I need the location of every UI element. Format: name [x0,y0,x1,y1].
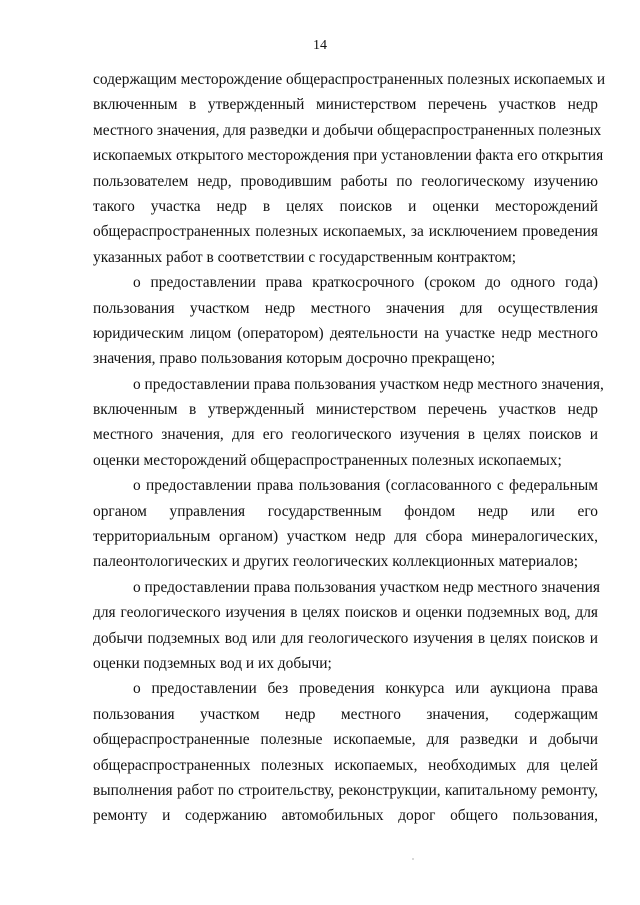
text-line: такого участка недр в целях поисков и оценки месторождений [93,197,598,215]
text-line: юридическим лицом (оператором) деятельности на участке недр местного [93,324,598,342]
text-line: оценки месторождений общераспространенных полезных ископаемых; [93,451,562,469]
text-line: указанных работ в соответствии с государственным контрактом; [93,248,517,266]
text-line: общераспространенных полезных ископаемых, за исключением проведения [93,223,598,241]
text-line: палеонтологических и других геологических коллекционных материалов; [93,553,579,571]
text-line: территориальным органом) участком недр для сбора минералогических, [93,528,598,546]
text-line: общераспространенных полезных ископаемых, необходимых для целей [93,756,598,774]
document-body [93,67,606,829]
paragraph [93,67,606,270]
text-line: пользования участком недр местного значения, содержащим [93,705,598,723]
text-line: выполнения работ по строительству, реконструкции, капитальному ремонту, [93,781,598,799]
text-line: органом управления государственным фондом недр или его [93,502,598,520]
text-line: о предоставлении права краткосрочного (сроком до одного года) [133,274,598,292]
text-line: общераспространенные полезные ископаемые, для разведки и добычи [93,731,598,749]
text-line: о предоставлении права пользования участком недр местного значения, [133,375,604,393]
paragraph [93,270,598,372]
paragraph [93,372,604,474]
text-line: местного значения, для разведки и добычи общераспространенных полезных [93,121,602,139]
text-line: добычи подземных вод или для геологического изучения в целях поисков и [93,629,598,647]
text-line: пользования участком недр местного значения для осуществления [93,299,598,317]
scan-speck [412,858,414,860]
text-line: ископаемых открытого месторождения при установлении факта его открытия [93,147,604,165]
text-line: местного значения, для его геологического изучения в целях поисков и [93,426,598,444]
text-line: включенным в утвержденный министерством перечень участков недр [93,96,598,114]
text-line: содержащим месторождение общераспространенных полезных ископаемых и [93,71,606,88]
text-line: для геологического изучения в целях поисков и оценки подземных вод, для [93,604,598,622]
paragraph [93,676,598,828]
paragraph [93,473,598,575]
text-line: включенным в утвержденный министерством перечень участков недр [93,401,598,419]
text-line: оценки подземных вод и их добычи; [93,654,332,672]
paragraph [93,575,598,677]
page-number: 14 [313,38,327,53]
text-line: ремонту и содержанию автомобильных дорог общего пользования, [93,807,598,825]
text-line: о предоставлении права пользования участком недр местного значения [133,578,600,596]
text-line: о предоставлении без проведения конкурса или аукциона права [133,680,598,698]
text-line: значения, право пользования которым досрочно прекращено; [93,350,496,368]
text-line: о предоставлении права пользования (согласованного с федеральным [133,477,598,495]
text-line: пользователем недр, проводившим работы по геологическому изучению [93,172,598,190]
